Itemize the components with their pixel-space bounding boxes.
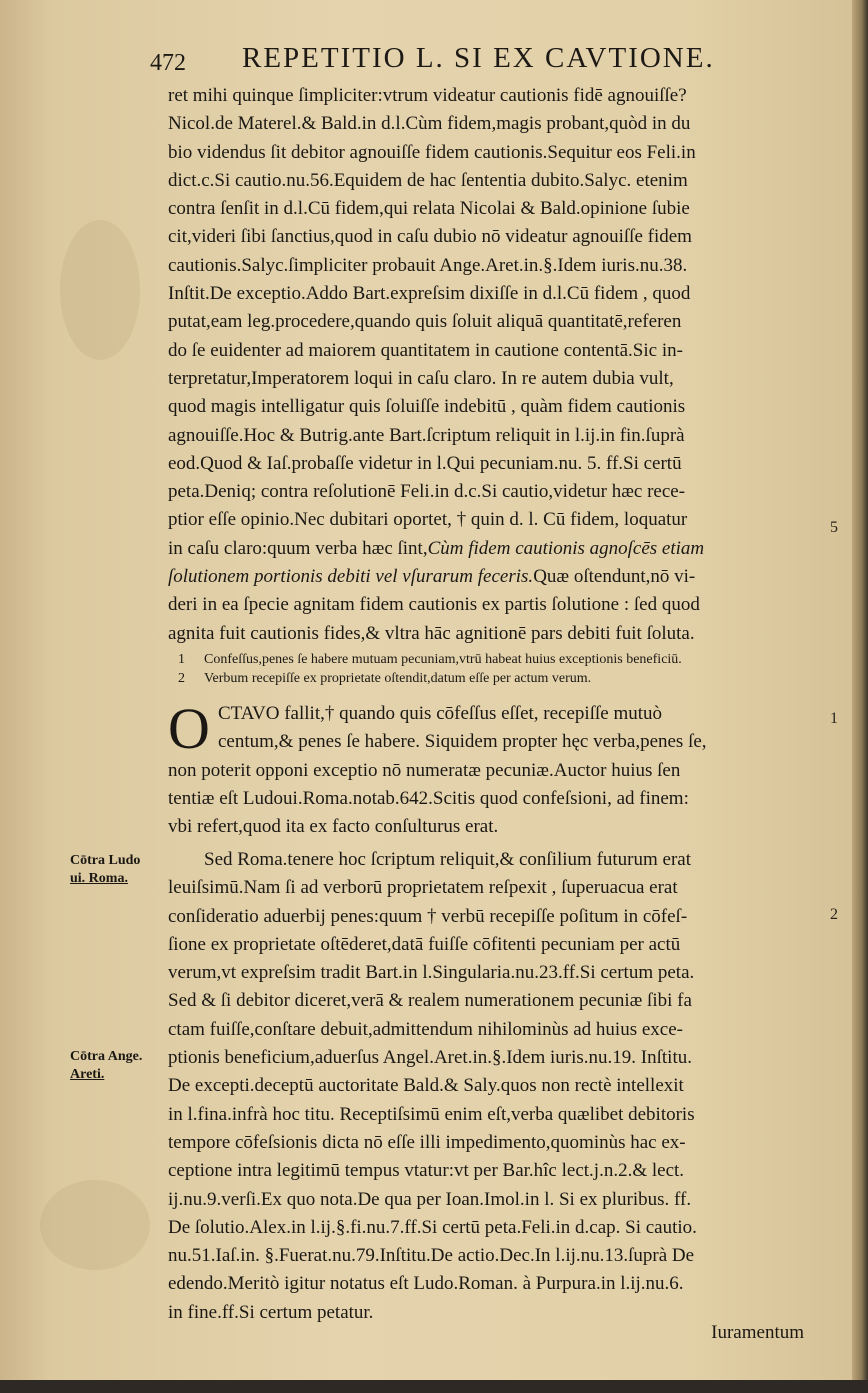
text-line: ctam fuiſſe,conſtare debuit,admittendum nihilominùs ad huius exce- bbox=[168, 1018, 683, 1040]
side-mark: 1 bbox=[830, 710, 838, 727]
paper-stain bbox=[40, 1180, 150, 1270]
text-line: quod magis intelligatur quis ſoluiſſe indebitū , quàm fidem cautionis bbox=[168, 396, 686, 418]
text-line: ptior eſſe opinio.Nec dubitari oportet, † quin d. l. Cū fidem, loquatur bbox=[168, 509, 688, 531]
text-line: contra ſenſit in d.l.Cū fidem,qui relata Nicolai & Bald.opinione ſubie bbox=[168, 198, 690, 220]
summary-note bbox=[178, 669, 828, 688]
margin-note-line: Cōtra Ange. bbox=[70, 1049, 143, 1064]
text-line: Inſtit.De exceptio.Addo Bart.expreſsim dixiſſe in d.l.Cū fidem , quod bbox=[168, 283, 691, 305]
note-text: Verbum recepiſſe ex proprietate oſtendit,datum eſſe per actum verum. bbox=[204, 671, 592, 686]
page-number: 472 bbox=[150, 50, 186, 76]
text-line: in fine.ff.Si certum petatur. bbox=[168, 1301, 374, 1323]
text-line: non poterit opponi exceptio nō numeratæ pecuniæ.Auctor huius ſen bbox=[168, 759, 681, 781]
paragraph-3 bbox=[168, 846, 823, 1327]
text-line: eod.Quod & Iaſ.probaſſe videtur in l.Qui pecuniam.nu. 5. ff.Si certū bbox=[168, 452, 682, 474]
text-line: Sed & ſi debitor diceret,verā & realem numerationem pecuniæ ſibi fa bbox=[168, 990, 692, 1012]
note-number: 1 bbox=[178, 652, 185, 667]
text-line: Sed Roma.tenere hoc ſcriptum reliquit,& conſilium futurum erat bbox=[204, 849, 692, 870]
bottom-edge bbox=[0, 1380, 868, 1393]
text-line: agnita fuit cautionis fides,& vltra hāc agnitionē pars debiti fuit ſoluta. bbox=[168, 622, 695, 644]
text-line: centum,& penes ſe habere. Siquidem propter hęc verba,penes ſe, bbox=[218, 731, 707, 753]
margin-note-line: Cōtra Ludo bbox=[70, 853, 141, 868]
summary-note bbox=[178, 650, 828, 669]
text-run: Quæ oſtendunt,nō vi- bbox=[533, 566, 696, 588]
text-line: nu.51.Iaſ.in. §.Fuerat.nu.79.Inſtitu.De actio.Dec.In l.ij.nu.13.ſuprà De bbox=[168, 1245, 695, 1267]
text-line: leuiſsimū.Nam ſi ad verborū proprietatem reſpexit , ſuperuacua erat bbox=[168, 877, 678, 899]
side-mark: 5 bbox=[830, 519, 838, 536]
text-line: cit,videri ſibi ſanctius,quod in caſu dubio nō videatur agnouiſſe fidem bbox=[168, 226, 692, 248]
text-line: in l.fina.infrà hoc titu. Receptiſsimū enim eſt,verba quælibet debitoris bbox=[168, 1103, 695, 1125]
text-line bbox=[168, 535, 823, 563]
text-line: CTAVO fallit,† quando quis cōfeſſus eſſet, recepiſſe mutuò bbox=[218, 703, 663, 724]
italic-quote: Cùm fidem cautionis agnoſcēs etiam bbox=[427, 537, 705, 559]
text-line: ret mihi quinque ſimpliciter:vtrum videatur cautionis fidē agnouiſſe? bbox=[168, 85, 687, 106]
text-line: conſideratio aduerbij penes:quum † verbū recepiſſe poſitum in cōfeſ- bbox=[168, 905, 688, 927]
margin-note-line: ui. Roma. bbox=[70, 871, 128, 886]
text-line: tempore cōfeſsionis dicta nō eſſe illi impedimento,quominùs hac ex- bbox=[168, 1131, 686, 1153]
text-line: do ſe euidenter ad maiorem quantitatem in cautione contentā.Sic in- bbox=[168, 339, 683, 361]
catchword: Iuramentum bbox=[711, 1322, 804, 1343]
text-line: agnouiſſe.Hoc & Butrig.ante Bart.ſcriptum reliquit in l.ij.in fin.ſuprà bbox=[168, 424, 685, 446]
page-edge bbox=[852, 0, 868, 1393]
text-line: ſione ex proprietate oſtēderet,datā fuiſſe cōfitenti pecuniam per actū bbox=[168, 933, 681, 955]
text-line: ij.nu.9.verſi.Ex quo nota.De qua per Ioan.Imol.in l. Si ex pluribus. ff. bbox=[168, 1188, 692, 1210]
text-line: tentiæ eſt Ludoui.Roma.notab.642.Scitis quod confeſsioni, ad finem: bbox=[168, 787, 689, 809]
text-line bbox=[168, 563, 823, 591]
text-line: Nicol.de Materel.& Bald.in d.l.Cùm fidem,magis probant,quòd in du bbox=[168, 113, 691, 135]
page-header bbox=[150, 42, 810, 82]
text-line: terpretatur,Imperatorem loqui in caſu claro. In re autem dubia vult, bbox=[168, 367, 674, 389]
text-line: vbi refert,quod ita ex facto conſulturus erat. bbox=[168, 816, 499, 838]
note-text: Confeſſus,penes ſe habere mutuam pecuniam,vtrū habeat huius exceptionis beneficiū. bbox=[204, 652, 682, 667]
italic-quote: ſolutionem portionis debiti vel vſurarum feceris. bbox=[168, 566, 534, 588]
running-head: REPETITIO L. SI EX CAVTIONE. bbox=[242, 42, 715, 74]
margin-note-line: Areti. bbox=[70, 1067, 105, 1082]
margin-note-contra-ange bbox=[70, 1048, 142, 1084]
paragraph-1 bbox=[168, 82, 823, 648]
text-line: edendo.Meritò igitur notatus eſt Ludo.Roman. à Purpura.in l.ij.nu.6. bbox=[168, 1273, 684, 1295]
text-line: cautionis.Salyc.ſimpliciter probauit Ange.Aret.in.§.Idem iuris.nu.38. bbox=[168, 254, 688, 276]
drop-cap: O bbox=[168, 696, 210, 761]
text-line: putat,eam leg.procedere,quando quis ſoluit aliquā quantitatē,referen bbox=[168, 311, 682, 333]
note-number: 2 bbox=[178, 671, 185, 686]
text-line: De ſolutio.Alex.in l.ij.§.fi.nu.7.ff.Si certū peta.Feli.in d.cap. Si cautio. bbox=[168, 1216, 697, 1238]
text-line: ptionis beneficium,aduerſus Angel.Aret.in.§.Idem iuris.nu.19. Inſtitu. bbox=[168, 1047, 692, 1069]
text-line: ceptione intra legitimū tempus vtatur:vt per Bar.hîc lect.j.n.2.& lect. bbox=[168, 1160, 685, 1182]
margin-note-contra-roma bbox=[70, 852, 140, 888]
side-mark: 2 bbox=[830, 906, 838, 923]
text-line: bio videndus ſit debitor agnouiſſe fidem cautionis.Sequitur eos Feli.in bbox=[168, 141, 696, 163]
text-line: peta.Deniq; contra reſolutionē Feli.in d.c.Si cautio,videtur hæc rece- bbox=[168, 481, 686, 503]
text-line: deri in ea ſpecie agnitam fidem cautionis ex partis ſolutione : ſed quod bbox=[168, 594, 700, 616]
text-line: verum,vt expreſsim tradit Bart.in l.Singularia.nu.23.ff.Si certum peta. bbox=[168, 962, 695, 984]
summary-notes bbox=[178, 650, 828, 688]
paper-stain bbox=[60, 220, 140, 360]
text-run: in caſu claro:quum verba hæc ſint, bbox=[168, 537, 428, 559]
text-line: De excepti.deceptū auctoritate Bald.& Saly.quos non rectè intellexit bbox=[168, 1075, 684, 1097]
paragraph-2 bbox=[168, 696, 823, 841]
text-line: dict.c.Si cautio.nu.56.Equidem de hac ſententia dubito.Salyc. etenim bbox=[168, 169, 688, 191]
